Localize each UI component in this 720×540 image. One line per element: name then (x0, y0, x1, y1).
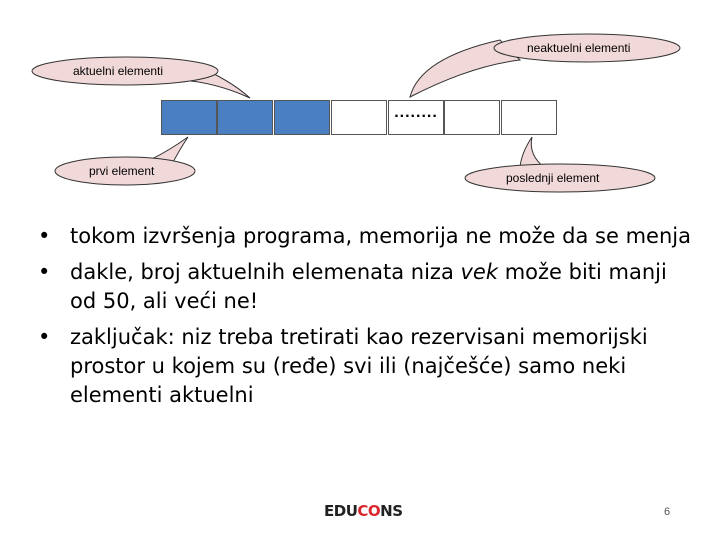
array-gap-dots: ........ (394, 104, 438, 121)
bullet-emphasis: vek (460, 260, 499, 284)
bullet-marker: • (38, 260, 51, 284)
page-number: 6 (664, 506, 671, 518)
logo-part: EDU (324, 502, 358, 520)
array-diagram (0, 0, 720, 200)
logo-part: CO (357, 502, 381, 520)
educons-logo (324, 502, 403, 520)
bullet-text: dakle, broj aktuelnih elemenata niza (70, 260, 461, 284)
array-cell (217, 100, 273, 135)
bullet-text: može biti manji od 50, ali veći ne! (70, 260, 667, 313)
bullet-item (38, 258, 698, 316)
callout-active-label: aktuelni elementi (73, 64, 164, 78)
array-cell (444, 100, 500, 135)
bullet-item (38, 323, 698, 410)
callout-last-label: poslednji element (506, 171, 600, 185)
array-cell (331, 100, 387, 135)
callout-inactive-label: neaktuelni elementi (527, 41, 631, 55)
bullet-text: tokom izvršenja programa, memorija ne može da se menja (70, 224, 691, 248)
bullet-marker: • (38, 224, 51, 248)
array-cell (161, 100, 217, 135)
bullet-marker: • (38, 325, 51, 349)
bullet-text: zaključak: niz treba tretirati kao rezervisani memorijski prostor u kojem su (ređe) svi ili (najčešće) samo neki elementi aktuelni (70, 325, 648, 407)
callout-first-label: prvi element (89, 164, 155, 178)
array-cell (274, 100, 330, 135)
logo-part: NS (380, 502, 403, 520)
bullet-item (38, 222, 698, 251)
bullet-list (38, 222, 698, 417)
array-cell (501, 100, 557, 135)
